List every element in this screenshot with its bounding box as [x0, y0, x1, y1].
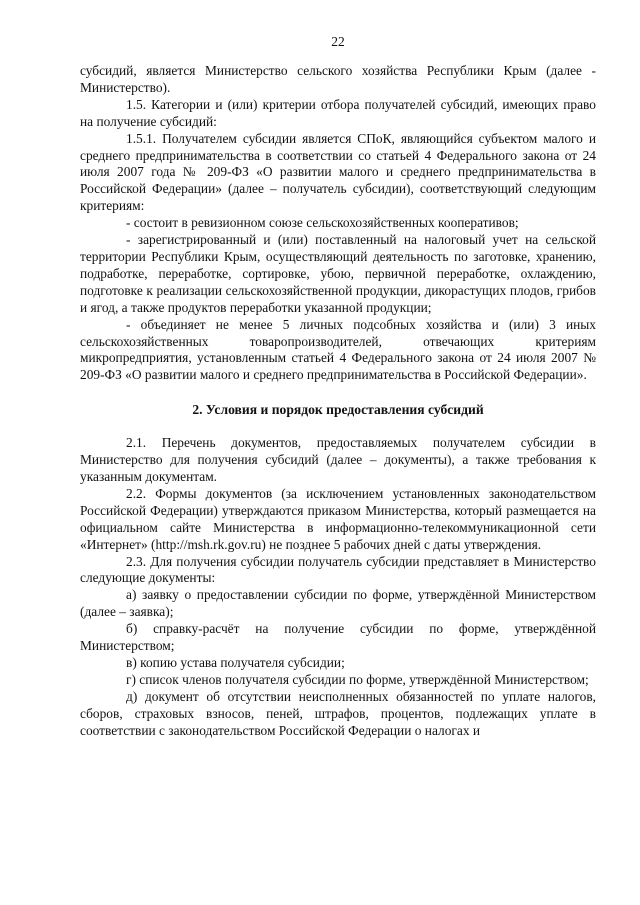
- section-heading: 2. Условия и порядок предоставления субсидий: [192, 402, 484, 418]
- document-item-b: б) справку-расчёт на получение субсидии по форме, утверждённой Министерством;: [80, 621, 596, 654]
- criterion-registration: - зарегистрированный и (или) поставленный на налоговый учет на сельской территории Республики Крым, осуществляющий деятельность по заготовке, хранению, подработке, переработке, сортировке, убою, первичной переработке, охлаждению, подготовке к реализации сельскохозяйственной продукции, дикорастущих плодов, грибов и ягод, а также продуктов переработки указанной продукции;: [80, 232, 596, 315]
- paragraph-2-3: 2.3. Для получения субсидии получатель субсидии представляет в Министерство следующие документы:: [80, 553, 596, 586]
- criterion-audit-union: - состоит в ревизионном союзе сельскохозяйственных кооперативов;: [126, 215, 519, 231]
- criterion-members: - объединяет не менее 5 личных подсобных хозяйства и (или) 3 иных сельскохозяйственных товаропроизводителей, отвечающих критериям микропредприятия, установленным статьей 4 Федерального закона от 24 июля 2007 № 209-ФЗ «О развитии малого и среднего предпринимательства в Российской Федерации».: [80, 316, 596, 383]
- document-item-d: г) список членов получателя субсидии по форме, утверждённой Министерством;: [126, 671, 589, 687]
- document-item-e: д) документ об отсутствии неисполненных обязанностей по уплате налогов, сборов, страховых взносов, пеней, штрафов, процентов, подлежащих уплате в соответствии с законодательством Российской Федерации о налогах и: [80, 688, 596, 738]
- paragraph-2-1: 2.1. Перечень документов, предоставляемых получателем субсидии в Министерство для получения субсидий (далее – документы), а также требования к указанным документам.: [80, 435, 596, 485]
- page-number: 22: [331, 34, 345, 49]
- document-item-c: в) копию устава получателя субсидии;: [126, 655, 345, 670]
- paragraph-2-2: 2.2. Формы документов (за исключением установленных законодательством Российской Федерации) утверждаются приказом Министерства, который размещается на официальном сайте Министерства в информационно-телекоммуникационной сети «Интернет» (http://msh.rk.gov.ru) не позднее 5 рабочих дней с даты утверждения.: [80, 485, 596, 552]
- document-item-a: а) заявку о предоставлении субсидии по форме, утверждённой Министерством (далее – заявка);: [80, 587, 596, 620]
- paragraph-ministry: субсидий, является Министерство сельского хозяйства Республики Крым (далее - Министерство).: [80, 63, 596, 95]
- paragraph-1-5-1: 1.5.1. Получателем субсидии является СПоК, являющийся субъектом малого и среднего предпринимательства в соответствии со статьей 4 Федерального закона от 24 июля 2007 года № 209-ФЗ «О развитии малого и среднего предпринимательства в Российской Федерации» (далее – получатель субсидии), соответствующий следующим критериям:: [80, 130, 596, 214]
- paragraph-1-5: 1.5. Категории и (или) критерии отбора получателей субсидий, имеющих право на получение субсидий:: [80, 96, 596, 129]
